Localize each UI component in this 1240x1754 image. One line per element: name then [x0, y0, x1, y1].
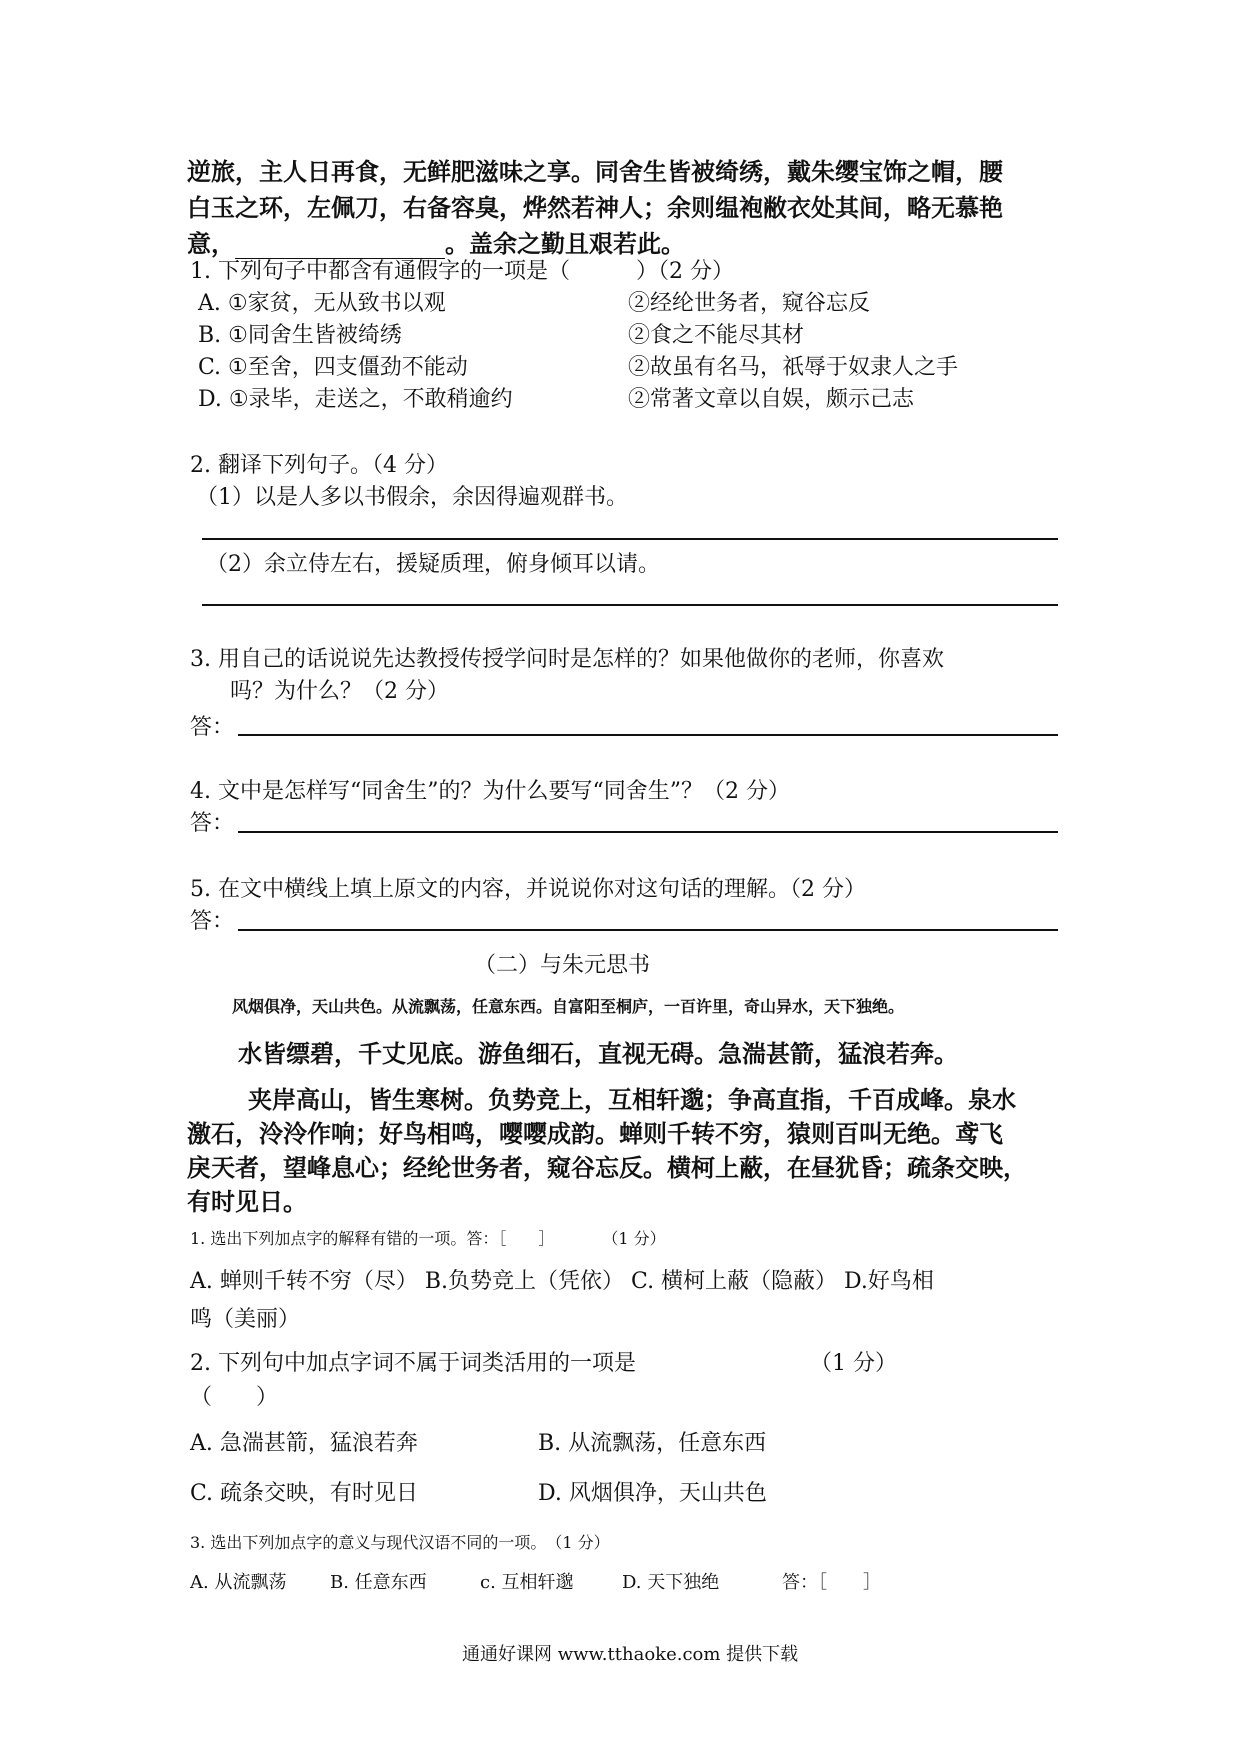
- q1-option-c-1: C. ①至舍，四支僵劲不能动: [198, 355, 468, 380]
- q5-answer-line[interactable]: [238, 929, 1058, 931]
- sq3-option-a: A. 从流飘荡: [190, 1572, 287, 1593]
- sq3-stem: 3. 选出下列加点字的意义与现代汉语不同的一项。 （1 分）: [190, 1533, 610, 1552]
- passage1-line1: 逆旅，主人日再食，无鲜肥滋味之享。同舍生皆被绮绣，戴朱缨宝饰之帽，腰: [187, 157, 1003, 186]
- sq1-stem: 1. 选出下列加点字的解释有错的一项。答：［ ］ （1 分）: [190, 1229, 666, 1248]
- section2-para3-line1: 夹岸高山，皆生寒树。负势竞上，互相轩邈；争高直指，千百成峰。泉水: [248, 1085, 1016, 1114]
- sq3-option-c: c. 互相轩邈: [480, 1572, 574, 1593]
- passage1-line3-start: 意，: [187, 229, 235, 258]
- q3-stem-line1: 3. 用自己的话说说先达教授传授学问时是怎样的？如果他做你的老师，你喜欢: [190, 647, 944, 672]
- sq2-option-b: B. 从流飘荡，任意东西: [538, 1431, 767, 1456]
- passage1-line2: 白玉之环，左佩刀，右备容臭，烨然若神人；余则缊袍敝衣处其间，略无慕艳: [187, 193, 1003, 222]
- sq2-option-d: D. 风烟俱净，天山共色: [538, 1481, 767, 1506]
- sq1-options-line2: 鸣（美丽）: [190, 1307, 301, 1332]
- sq3-answer-bracket[interactable]: 答：［ ］: [782, 1572, 881, 1593]
- q3-answer-line[interactable]: [238, 734, 1058, 736]
- page-footer: 通通好课网 www.tthaoke.com 提供下载: [462, 1644, 799, 1665]
- sq2-answer-bracket[interactable]: （ ）: [190, 1385, 279, 1410]
- q1-option-a-2: ②经纶世务者，窥谷忘反: [628, 291, 871, 316]
- q4-stem: 4. 文中是怎样写“同舍生”的？为什么要写“同舍生”？（2 分）: [190, 779, 790, 804]
- q1-stem: 1. 下列句子中都含有通假字的一项是（ ）（2 分）: [190, 259, 734, 284]
- q1-option-d-2: ②常著文章以自娱，颇示己志: [628, 387, 915, 412]
- q4-answer-line[interactable]: [238, 831, 1058, 833]
- q2-sentence-2: （2）余立侍左右，援疑质理，俯身倾耳以请。: [206, 552, 660, 577]
- q2-answer-line-2[interactable]: [202, 604, 1058, 606]
- sq2-stem: 2. 下列句中加点字词不属于词类活用的一项是: [190, 1351, 636, 1376]
- section2-title: （二）与朱元思书: [474, 953, 651, 978]
- q4-answer-label: 答：: [190, 811, 235, 836]
- section2-para2: 水皆缥碧，千丈见底。游鱼细石，直视无碍。急湍甚箭，猛浪若奔。: [238, 1039, 958, 1068]
- q3-stem-line2: 吗？为什么？（2 分）: [230, 679, 449, 704]
- sq2-option-a: A. 急湍甚箭，猛浪若奔: [190, 1431, 418, 1456]
- passage1-line3-end: 。盖余之勤且艰若此。: [445, 229, 685, 258]
- q1-option-c-2: ②故虽有名马，祇辱于奴隶人之手: [628, 355, 959, 380]
- section2-para3-line4: 有时见日。: [187, 1187, 307, 1216]
- section2-para3-line3: 戾天者，望峰息心；经纶世务者，窥谷忘反。横柯上蔽，在昼犹昏；疏条交映，: [187, 1153, 1027, 1182]
- q5-answer-label: 答：: [190, 909, 235, 934]
- section2-para3-line2: 激石，泠泠作响；好鸟相鸣，嘤嘤成韵。蝉则千转不穷，猿则百叫无绝。鸢飞: [187, 1119, 1003, 1148]
- sq2-option-c: C. 疏条交映，有时见日: [190, 1481, 419, 1506]
- q3-answer-label: 答：: [190, 715, 235, 740]
- q1-option-d-1: D. ①录毕，走送之，不敢稍逾约: [198, 387, 513, 412]
- q2-stem: 2. 翻译下列句子。（4 分）: [190, 453, 448, 478]
- q2-answer-line-1[interactable]: [202, 538, 1058, 540]
- sq2-score: （1 分）: [810, 1351, 897, 1376]
- q1-option-b-2: ②食之不能尽其材: [628, 323, 805, 348]
- section2-para1: 风烟俱净，天山共色。从流飘荡，任意东西。自富阳至桐庐，一百许里，奇山异水，天下独绝。: [232, 997, 905, 1016]
- q2-sentence-1: （1）以是人多以书假余，余因得遍观群书。: [196, 485, 628, 510]
- q1-option-b-1: B. ①同舍生皆被绮绣: [198, 323, 402, 348]
- sq3-option-b: B. 任意东西: [330, 1572, 427, 1593]
- sq1-options-line1: A. 蝉则千转不穷（尽） B.负势竞上（凭依） C. 横柯上蔽（隐蔽） D.好鸟相: [190, 1269, 934, 1294]
- q1-option-a-1: A. ①家贫，无从致书以观: [198, 291, 446, 316]
- sq3-option-d: D. 天下独绝: [622, 1572, 720, 1593]
- q5-stem: 5. 在文中横线上填上原文的内容，并说说你对这句话的理解。（2 分）: [190, 877, 866, 902]
